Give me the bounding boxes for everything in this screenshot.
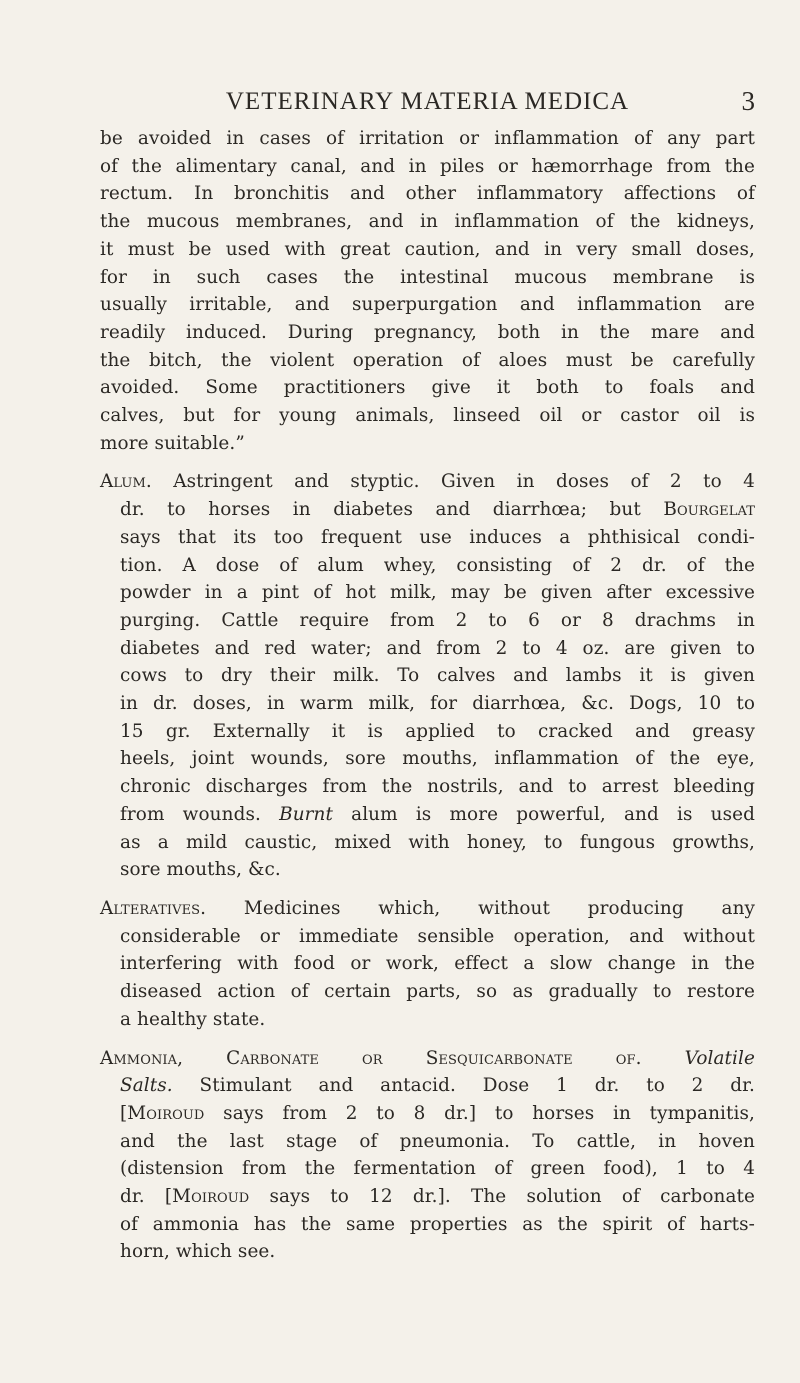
text-line: Alum. Astringent and styptic. Given in doses of 2 to 4 bbox=[100, 471, 755, 493]
text-line: rectum. In bronchitis and other inflammatory affections of bbox=[100, 183, 755, 205]
author-name: Bourgelat bbox=[663, 499, 755, 521]
entry-head: Alteratives. bbox=[100, 897, 207, 919]
text-line: avoided. Some practitioners give it both to foals and bbox=[100, 377, 755, 399]
text-line: powder in a pint of hot milk, may be given after excessive bbox=[120, 582, 755, 604]
text-line: readily induced. During pregnancy, both in the mare and bbox=[100, 321, 755, 343]
text-line: tion. A dose of alum whey, consisting of 2 dr. of the bbox=[120, 554, 755, 576]
text-line: cows to dry their milk. To calves and lambs it is given bbox=[120, 665, 755, 687]
text-line: diabetes and red water; and from 2 to 4 oz. are given to bbox=[120, 637, 755, 659]
page-body bbox=[100, 125, 755, 1266]
text-line: usually irritable, and superpurgation and inflammation are bbox=[100, 294, 755, 316]
text-line: dr. to horses in diabetes and diarrhœa; but Bourgelat bbox=[120, 499, 755, 521]
paragraph-aloes-continued bbox=[100, 125, 755, 457]
text-line: interfering with food or work, effect a slow change in the bbox=[120, 953, 755, 975]
text-line: it must be used with great caution, and in very small doses, bbox=[100, 238, 755, 260]
text-line: in dr. doses, in warm milk, for diarrhœa, &c. Dogs, 10 to bbox=[120, 693, 755, 715]
text-line: purging. Cattle require from 2 to 6 or 8 drachms in bbox=[120, 609, 755, 631]
text-line: [Moiroud says from 2 to 8 dr.] to horses in tympanitis, bbox=[120, 1102, 755, 1124]
text-line: for in such cases the intestinal mucous membrane is bbox=[100, 266, 755, 288]
text-line: of ammonia has the same properties as the spirit of harts- bbox=[120, 1213, 755, 1235]
entry-head: Alum. bbox=[100, 471, 152, 493]
text-line: a healthy state. bbox=[120, 1008, 266, 1030]
text-line: diseased action of certain parts, so as gradually to restore bbox=[120, 981, 755, 1003]
author-name: Moiroud bbox=[172, 1186, 250, 1208]
italic-word: Burnt bbox=[279, 803, 333, 825]
text-line bbox=[100, 1045, 755, 1073]
text-line: (distension from the fermentation of green food), 1 to 4 bbox=[120, 1158, 755, 1180]
text-line: Salts. Stimulant and antacid. Dose 1 dr. to 2 dr. bbox=[120, 1075, 755, 1097]
text-line: 15 gr. Externally it is applied to cracked and greasy bbox=[120, 720, 755, 742]
text-line: calves, but for young animals, linseed oil or castor oil is bbox=[100, 405, 755, 427]
text-line: be avoided in cases of irritation or inflammation of any part bbox=[100, 128, 755, 149]
text-line: of the alimentary canal, and in piles or hæmorrhage from the bbox=[100, 155, 755, 177]
author-name: Moiroud bbox=[127, 1102, 205, 1124]
text-line: chronic discharges from the nostrils, and to arrest bleeding bbox=[120, 776, 755, 798]
italic-word: Volatile bbox=[684, 1047, 755, 1069]
text-line: heels, joint wounds, sore mouths, inflammation of the eye, bbox=[120, 748, 755, 770]
entry-alum bbox=[100, 468, 755, 884]
text-line: Alteratives. Medicines which, without producing any bbox=[100, 897, 755, 919]
text-line: the bitch, the violent operation of aloes must be carefully bbox=[100, 349, 755, 371]
page-header bbox=[100, 88, 755, 120]
text-line: dr. [Moiroud says to 12 dr.]. The solution of carbonate bbox=[120, 1186, 755, 1208]
entry-head: Ammonia, Carbonate or Sesquicarbonate of. bbox=[100, 1047, 642, 1069]
text-line: as a mild caustic, mixed with honey, to fungous growths, bbox=[120, 831, 755, 853]
text-line: sore mouths, &c. bbox=[120, 859, 281, 881]
italic-word: Salts. bbox=[120, 1075, 173, 1097]
text-line: says that its too frequent use induces a phthisical condi- bbox=[120, 526, 755, 548]
entry-alteratives bbox=[100, 895, 755, 1034]
text-line: and the last stage of pneumonia. To cattle, in hoven bbox=[120, 1130, 755, 1152]
text-line: the mucous membranes, and in inflammation of the kidneys, bbox=[100, 211, 755, 233]
running-head: VETERINARY MATERIA MEDICA bbox=[225, 88, 630, 115]
page-number: 3 bbox=[741, 86, 755, 116]
text-line: considerable or immediate sensible operation, and without bbox=[120, 925, 755, 947]
text-line: from wounds. Burnt alum is more powerful, and is used bbox=[120, 803, 755, 825]
text-line: horn, which see. bbox=[120, 1241, 276, 1263]
entry-ammonia bbox=[100, 1045, 755, 1267]
text-line: more suitable.” bbox=[100, 432, 245, 454]
